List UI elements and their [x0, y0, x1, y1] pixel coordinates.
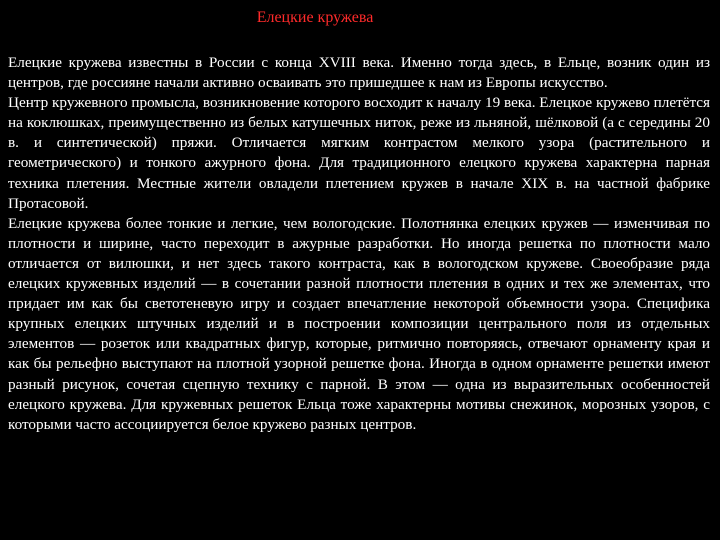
paragraph-comparison: Елецкие кружева более тонкие и легкие, чем вологодские. Полотнянка елецких кружев — изменчивая по плотности и ширине, часто переходит в ажурные разработки. Но иногда решетка по плотности мало отличается от вилюшки, и нет здесь такого контраста, как в вологодском кружеве. Своеобразие ряда елецких кружевных изделий — в сочетании разной плотности плетения в одних и тех же элементах, что придает им как бы светотеневую игру и создает впечатление некоторой объемности узора. Специфика крупных елецких штучных изделий и в построении композиции центрального поля из отдельных элементов — розеток или квадратных фигур, которые, ритмично повторяясь, отвечают орнаменту края и как бы рельефно выступают на плотной узорной решетке фона. Иногда в одном орнаменте решетки имеют разный рисунок, сочетая сцепную технику с парной. В этом — одна из выразительных особенностей елецкого кружева. Для кружевных решеток Ельца тоже характерны мотивы снежинок, морозных узоров, с которыми часто ассоциируется белое кружево разных центров. — [8, 214, 710, 433]
paragraph-history: Елецкие кружева известны в России с конца XVIII века. Именно тогда здесь, в Ельце, возник один из центров, где россияне начали активно осваивать это пришедшее к нам из Европы искусство. — [8, 54, 710, 92]
paragraph-technique: Центр кружевного промысла, возникновение которого восходит к началу 19 века. Елецкое кружево плетётся на коклюшках, преимущественно из белых катушечных ниток, реже из льняной, шёлковой (а с середины 20 в. и синтетической) пряжи. Отличается мягким контрастом мелкого узора (растительного и геометрического) и тонкого ажурного фона. Для традиционного елецкого кружева характерна парная техника плетения. Местные жители овладели плетением кружев в начале XIX в. на частной фабрике Протасовой. — [8, 94, 710, 212]
slide-body — [8, 53, 710, 435]
slide-title: Елецкие кружева — [256, 9, 374, 26]
